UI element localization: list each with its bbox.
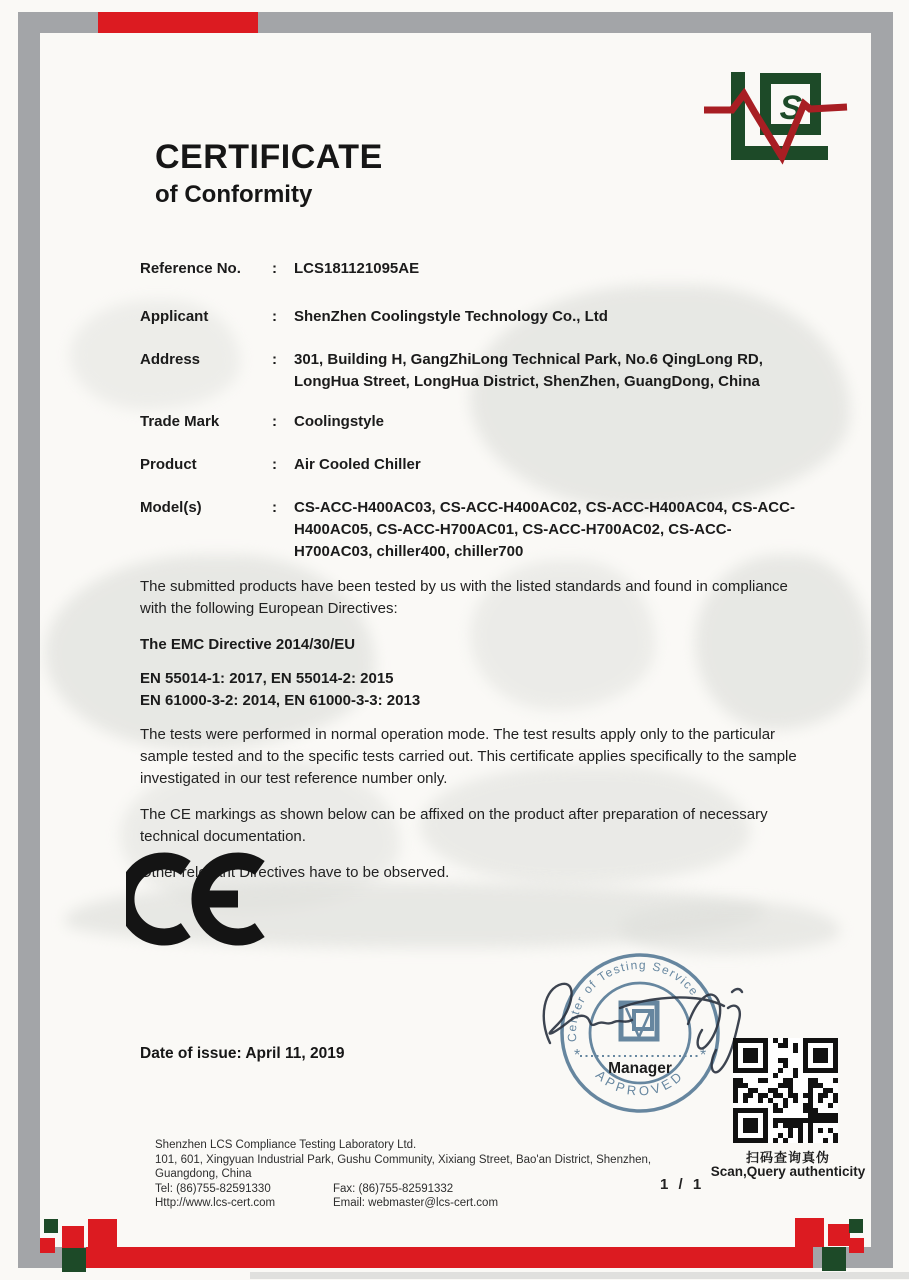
corner-deco-square bbox=[822, 1247, 846, 1271]
emc-directive: The EMC Directive 2014/30/EU bbox=[140, 636, 356, 653]
date-of-issue: Date of issue: April 11, 2019 bbox=[140, 1045, 345, 1062]
field-reference-no: Reference No. : LCS181121095AE bbox=[140, 260, 420, 277]
corner-deco-square bbox=[40, 1238, 55, 1253]
standards-list: EN 55014-1: 2017, EN 55014-2: 2015 EN 61000-3-2: 2014, EN 61000-3-3: 2013 bbox=[140, 670, 421, 709]
lab-web: Http://www.lcs-cert.com bbox=[155, 1197, 276, 1209]
lab-address-line2: Guangdong, China bbox=[155, 1168, 252, 1180]
stamp-star-left: * bbox=[574, 1047, 581, 1064]
border-accent-bottom bbox=[86, 1247, 813, 1268]
certificate-title: CERTIFICATE bbox=[155, 138, 383, 176]
ce-note: The CE markings as shown below can be affixed on the product after preparation of necessary technical documentation. bbox=[140, 806, 768, 845]
corner-deco-square bbox=[849, 1219, 863, 1233]
corner-deco-square bbox=[828, 1224, 850, 1246]
scan-shadow bbox=[250, 1272, 909, 1279]
other-directives-note: Other relevant Directives have to be observed. bbox=[140, 864, 450, 881]
ce-mark bbox=[126, 843, 266, 955]
border-right bbox=[871, 12, 893, 1268]
field-models: Model(s) : CS-ACC-H400AC03, CS-ACC-H400AC02, CS-ACC-H400AC04, CS-ACC-H400AC05, CS-ACC-H700AC01, CS-ACC-H700AC02, CS-ACC-H700AC03, chiller400, chiller700 bbox=[140, 499, 795, 560]
page-number: 1 / 1 bbox=[660, 1176, 705, 1193]
field-product: Product : Air Cooled Chiller bbox=[140, 456, 421, 473]
corner-deco-square bbox=[62, 1226, 84, 1248]
lab-tel: Tel: (86)755-82591330 bbox=[155, 1182, 271, 1195]
corner-deco-square bbox=[44, 1219, 58, 1233]
qr-code bbox=[733, 1038, 838, 1143]
border-accent-top bbox=[98, 12, 258, 33]
tests-note: The tests were performed in normal operation mode. The test results apply only to the particular sample tested and to the specific tests carried out. This certificate applies specifically to the sample investigated in our test reference number only. bbox=[140, 726, 797, 787]
corner-deco-square bbox=[795, 1218, 824, 1247]
qr-caption-zh: 扫码查询真伪 bbox=[745, 1150, 830, 1165]
qr-caption-en: Scan,Query authenticity bbox=[710, 1164, 866, 1179]
lcs-logo bbox=[698, 58, 853, 170]
field-address: Address : 301, Building H, GangZhiLong Technical Park, No.6 QingLong RD, LongHua Street, LongHua District, ShenZhen, GuangDong, China bbox=[140, 351, 763, 390]
stamp-ring-text: Center of Testing Service bbox=[564, 957, 702, 1043]
field-applicant: Applicant : ShenZhen Coolingstyle Technology Co., Ltd bbox=[140, 308, 608, 325]
map-watermark bbox=[620, 902, 840, 954]
corner-deco-square bbox=[849, 1238, 864, 1253]
lab-footer bbox=[155, 1138, 715, 1211]
lab-address-line1: 101, 601, Xingyuan Industrial Park, Gushu Community, Xixiang Street, Bao'an District, Shenzhen, bbox=[155, 1153, 652, 1166]
lab-name: Shenzhen LCS Compliance Testing Laboratory Ltd. bbox=[155, 1139, 417, 1151]
compliance-intro: The submitted products have been tested by us with the listed standards and found in compliance with the following European Directives: bbox=[140, 578, 788, 617]
border-left bbox=[18, 12, 40, 1268]
corner-deco-square bbox=[88, 1219, 117, 1248]
stamp-role-label: Manager bbox=[608, 1060, 672, 1077]
logo-letter-s: S bbox=[779, 89, 803, 127]
certificate-subtitle: of Conformity bbox=[155, 181, 313, 208]
stamp-approved-text: APPROVED bbox=[592, 1067, 688, 1099]
corner-deco-square bbox=[62, 1248, 86, 1272]
lab-email: Email: webmaster@lcs-cert.com bbox=[333, 1197, 499, 1209]
stamp-star-right: * bbox=[700, 1047, 707, 1064]
lab-fax: Fax: (86)755-82591332 bbox=[333, 1182, 454, 1195]
field-trade-mark: Trade Mark : Coolingstyle bbox=[140, 413, 385, 430]
